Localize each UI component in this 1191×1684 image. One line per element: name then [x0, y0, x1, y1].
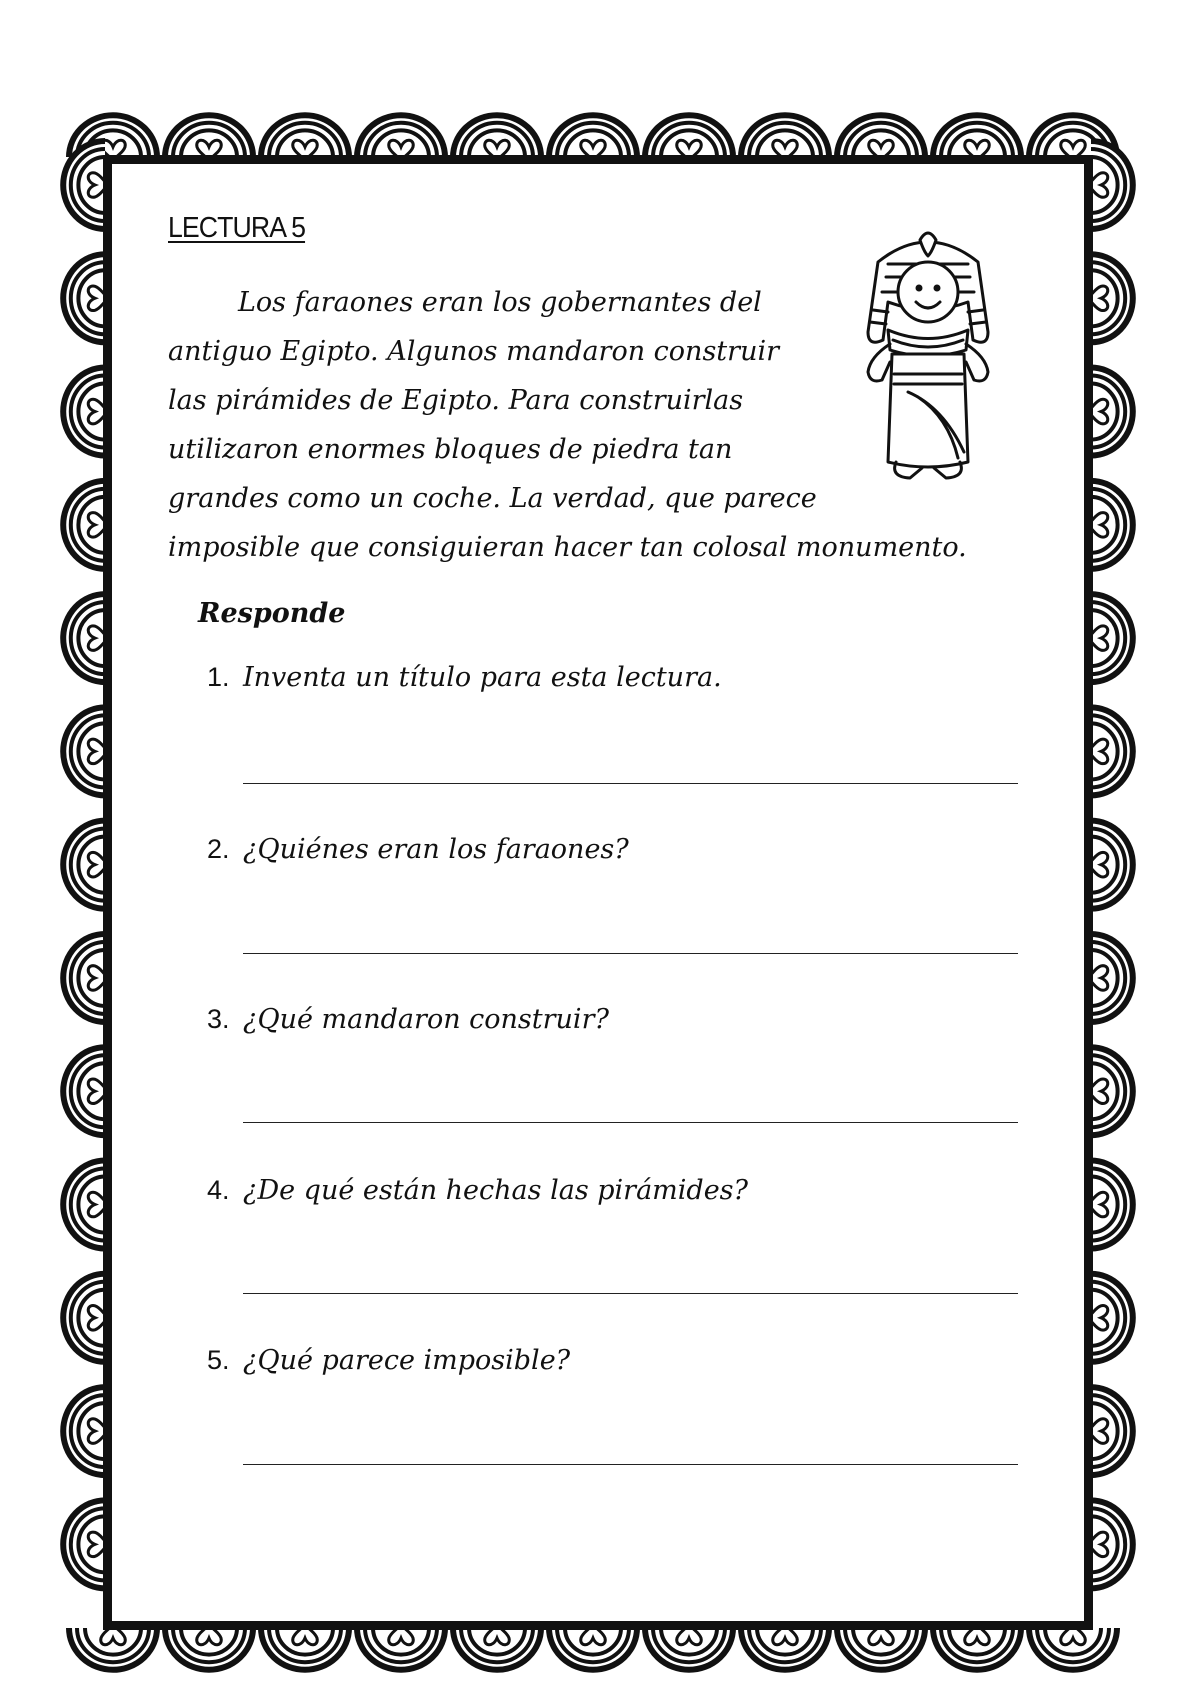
- border-scallop: [741, 1624, 829, 1670]
- border-scallop: [165, 1624, 253, 1670]
- responde-heading: Responde: [198, 598, 346, 629]
- border-scallop: [1087, 1274, 1133, 1362]
- question-text: ¿Qué mandaron construir?: [243, 1004, 609, 1035]
- reading-line: antiguo Egipto. Algunos mandaron construir: [168, 336, 779, 367]
- question-number: 4.: [207, 1175, 230, 1205]
- border-scallop: [549, 1624, 637, 1670]
- border-scallop: [837, 1624, 925, 1670]
- border-scallop: [1087, 1500, 1133, 1588]
- border-scallop: [1029, 1624, 1117, 1670]
- question-4: [207, 1175, 748, 1206]
- question-3: [207, 1004, 609, 1035]
- reading-line: grandes como un coche. La verdad, que parece: [168, 483, 817, 514]
- question-text: Inventa un título para esta lectura.: [243, 662, 722, 693]
- border-scallop: [1087, 254, 1133, 342]
- border-scallop: [1087, 821, 1133, 909]
- reading-line: Los faraones eran los gobernantes del: [238, 287, 762, 318]
- answer-line-5[interactable]: [243, 1464, 1018, 1465]
- question-text: ¿Qué parece imposible?: [243, 1345, 571, 1376]
- border-scallop: [69, 1624, 157, 1670]
- border-scallop: [357, 1624, 445, 1670]
- answer-line-3[interactable]: [243, 1122, 1018, 1123]
- question-number: 1.: [207, 662, 230, 692]
- question-text: ¿De qué están hechas las pirámides?: [243, 1175, 749, 1206]
- border-scallop: [1087, 1161, 1133, 1249]
- border-scallop: [1087, 481, 1133, 569]
- answer-line-1[interactable]: [243, 783, 1018, 784]
- question-number: 3.: [207, 1004, 230, 1034]
- border-scallop: [261, 1624, 349, 1670]
- border-scallop: [1087, 594, 1133, 682]
- border-scallop: [1087, 934, 1133, 1022]
- page-title: LECTURA 5: [168, 212, 306, 244]
- border-scallop: [1087, 707, 1133, 795]
- reading-line: las pirámides de Egipto. Para construirlas: [168, 385, 744, 416]
- border-scallop: [1087, 1047, 1133, 1135]
- reading-line: imposible que consiguieran hacer tan colosal monumento.: [168, 532, 967, 563]
- pharaoh-icon: [848, 222, 1008, 492]
- question-text: ¿Quiénes eran los faraones?: [243, 834, 629, 865]
- question-number: 2.: [207, 834, 230, 864]
- border-scallop: [453, 1624, 541, 1670]
- border-scallop: [933, 1624, 1021, 1670]
- question-2: [207, 834, 629, 865]
- border-scallop: [1087, 141, 1133, 229]
- border-scallop: [645, 1624, 733, 1670]
- answer-line-4[interactable]: [243, 1293, 1018, 1294]
- question-1: [207, 662, 722, 693]
- question-5: [207, 1345, 570, 1376]
- reading-line: utilizaron enormes bloques de piedra tan: [168, 434, 733, 465]
- question-number: 5.: [207, 1345, 230, 1375]
- border-scallop: [1087, 368, 1133, 456]
- border-scallop: [1087, 1387, 1133, 1475]
- answer-line-2[interactable]: [243, 953, 1018, 954]
